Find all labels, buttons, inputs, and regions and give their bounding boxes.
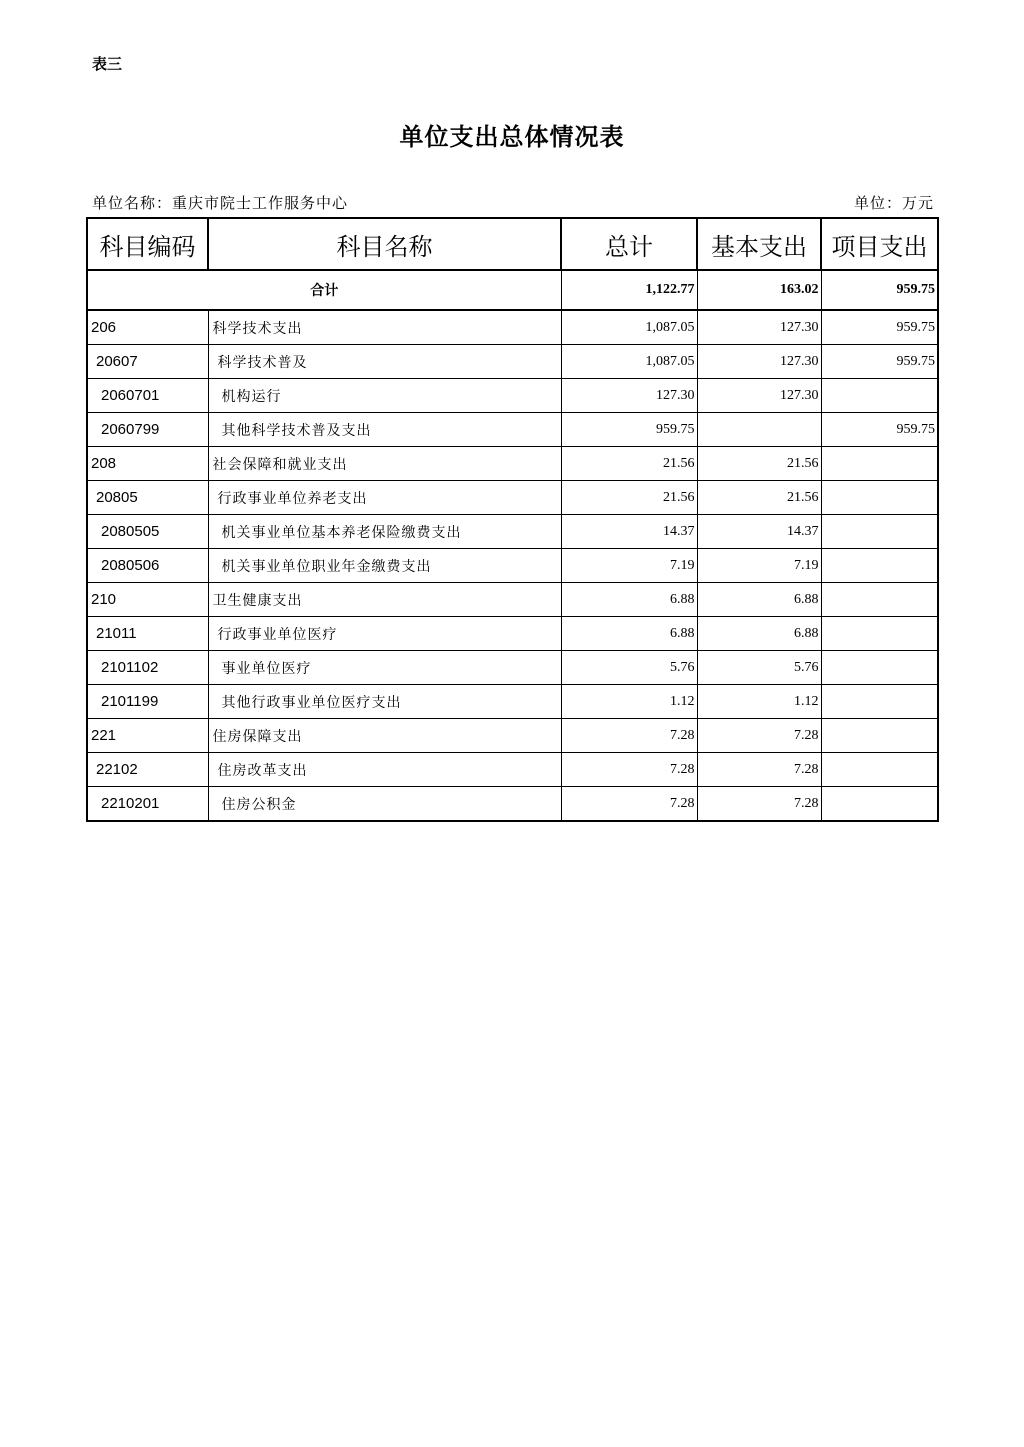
- row-total: 6.88: [561, 617, 697, 651]
- row-basic: 6.88: [697, 583, 821, 617]
- table-row: [87, 345, 938, 379]
- row-name: 卫生健康支出: [208, 583, 561, 617]
- row-code: 2210201: [87, 787, 208, 822]
- row-total: 7.28: [561, 719, 697, 753]
- row-project: [821, 515, 938, 549]
- row-basic: 127.30: [697, 345, 821, 379]
- row-name: 行政事业单位医疗: [208, 617, 561, 651]
- row-name: 机构运行: [208, 379, 561, 413]
- row-total: 5.76: [561, 651, 697, 685]
- row-project: [821, 651, 938, 685]
- table-row: [87, 583, 938, 617]
- row-code: 21011: [87, 617, 208, 651]
- row-basic: 7.28: [697, 787, 821, 822]
- row-name: 其他行政事业单位医疗支出: [208, 685, 561, 719]
- row-basic: 5.76: [697, 651, 821, 685]
- table-row: [87, 310, 938, 345]
- row-code: 2080506: [87, 549, 208, 583]
- row-basic: 14.37: [697, 515, 821, 549]
- row-code: 2060799: [87, 413, 208, 447]
- header-project: 项目支出: [821, 218, 938, 270]
- row-name: 其他科学技术普及支出: [208, 413, 561, 447]
- row-total: 127.30: [561, 379, 697, 413]
- row-project: [821, 583, 938, 617]
- row-name: 科学技术普及: [208, 345, 561, 379]
- row-total: 14.37: [561, 515, 697, 549]
- table-row: [87, 549, 938, 583]
- row-name: 住房改革支出: [208, 753, 561, 787]
- row-project: [821, 549, 938, 583]
- table-row: [87, 787, 938, 822]
- row-total: 6.88: [561, 583, 697, 617]
- row-total: 7.28: [561, 753, 697, 787]
- total-basic: 163.02: [697, 270, 821, 310]
- total-total: 1,122.77: [561, 270, 697, 310]
- table-row: [87, 379, 938, 413]
- row-total: 7.28: [561, 787, 697, 822]
- row-total: 1.12: [561, 685, 697, 719]
- row-basic: 7.28: [697, 753, 821, 787]
- row-total: 1,087.05: [561, 310, 697, 345]
- row-code: 22102: [87, 753, 208, 787]
- row-code: 2080505: [87, 515, 208, 549]
- table-row: [87, 481, 938, 515]
- page-label: 表三: [92, 55, 123, 73]
- header-total: 总计: [561, 218, 697, 270]
- row-name: 行政事业单位养老支出: [208, 481, 561, 515]
- table-row: [87, 685, 938, 719]
- row-code: 206: [87, 310, 208, 345]
- row-total: 21.56: [561, 481, 697, 515]
- header-name: 科目名称: [208, 218, 561, 270]
- row-basic: 7.19: [697, 549, 821, 583]
- row-project: [821, 379, 938, 413]
- unit-label: 单位：万元: [853, 194, 934, 212]
- row-name: 事业单位医疗: [208, 651, 561, 685]
- row-code: 221: [87, 719, 208, 753]
- row-total: 21.56: [561, 447, 697, 481]
- row-project: [821, 447, 938, 481]
- row-total: 1,087.05: [561, 345, 697, 379]
- header-code: 科目编码: [87, 218, 208, 270]
- row-code: 20607: [87, 345, 208, 379]
- row-code: 208: [87, 447, 208, 481]
- row-basic: 7.28: [697, 719, 821, 753]
- table-row: [87, 719, 938, 753]
- row-name: 住房保障支出: [208, 719, 561, 753]
- unit-name: 单位名称：重庆市院士工作服务中心: [92, 194, 349, 212]
- row-basic: 1.12: [697, 685, 821, 719]
- row-total: 959.75: [561, 413, 697, 447]
- expenditure-table: [86, 217, 939, 822]
- row-basic: [697, 413, 821, 447]
- row-project: [821, 719, 938, 753]
- row-basic: 6.88: [697, 617, 821, 651]
- row-basic: 127.30: [697, 310, 821, 345]
- row-project: [821, 481, 938, 515]
- row-project: 959.75: [821, 310, 938, 345]
- row-project: 959.75: [821, 345, 938, 379]
- row-name: 住房公积金: [208, 787, 561, 822]
- table-row: [87, 515, 938, 549]
- row-name: 机关事业单位基本养老保险缴费支出: [208, 515, 561, 549]
- row-name: 社会保障和就业支出: [208, 447, 561, 481]
- total-label: 合计: [87, 270, 561, 310]
- header-basic: 基本支出: [697, 218, 821, 270]
- row-name: 机关事业单位职业年金缴费支出: [208, 549, 561, 583]
- table-row: [87, 617, 938, 651]
- row-code: 2101199: [87, 685, 208, 719]
- row-project: [821, 787, 938, 822]
- row-total: 7.19: [561, 549, 697, 583]
- table-row: [87, 413, 938, 447]
- table-row: [87, 651, 938, 685]
- page-title: 单位支出总体情况表: [399, 123, 625, 151]
- row-project: [821, 617, 938, 651]
- table-row: [87, 753, 938, 787]
- row-code: 2101102: [87, 651, 208, 685]
- row-code: 2060701: [87, 379, 208, 413]
- table-body: [87, 310, 938, 821]
- row-basic: 127.30: [697, 379, 821, 413]
- row-code: 210: [87, 583, 208, 617]
- row-name: 科学技术支出: [208, 310, 561, 345]
- row-project: [821, 685, 938, 719]
- row-basic: 21.56: [697, 481, 821, 515]
- table-header-row: [87, 218, 938, 270]
- table-row: [87, 447, 938, 481]
- row-basic: 21.56: [697, 447, 821, 481]
- total-project: 959.75: [821, 270, 938, 310]
- row-code: 20805: [87, 481, 208, 515]
- total-row: [87, 270, 938, 310]
- row-project: [821, 753, 938, 787]
- row-project: 959.75: [821, 413, 938, 447]
